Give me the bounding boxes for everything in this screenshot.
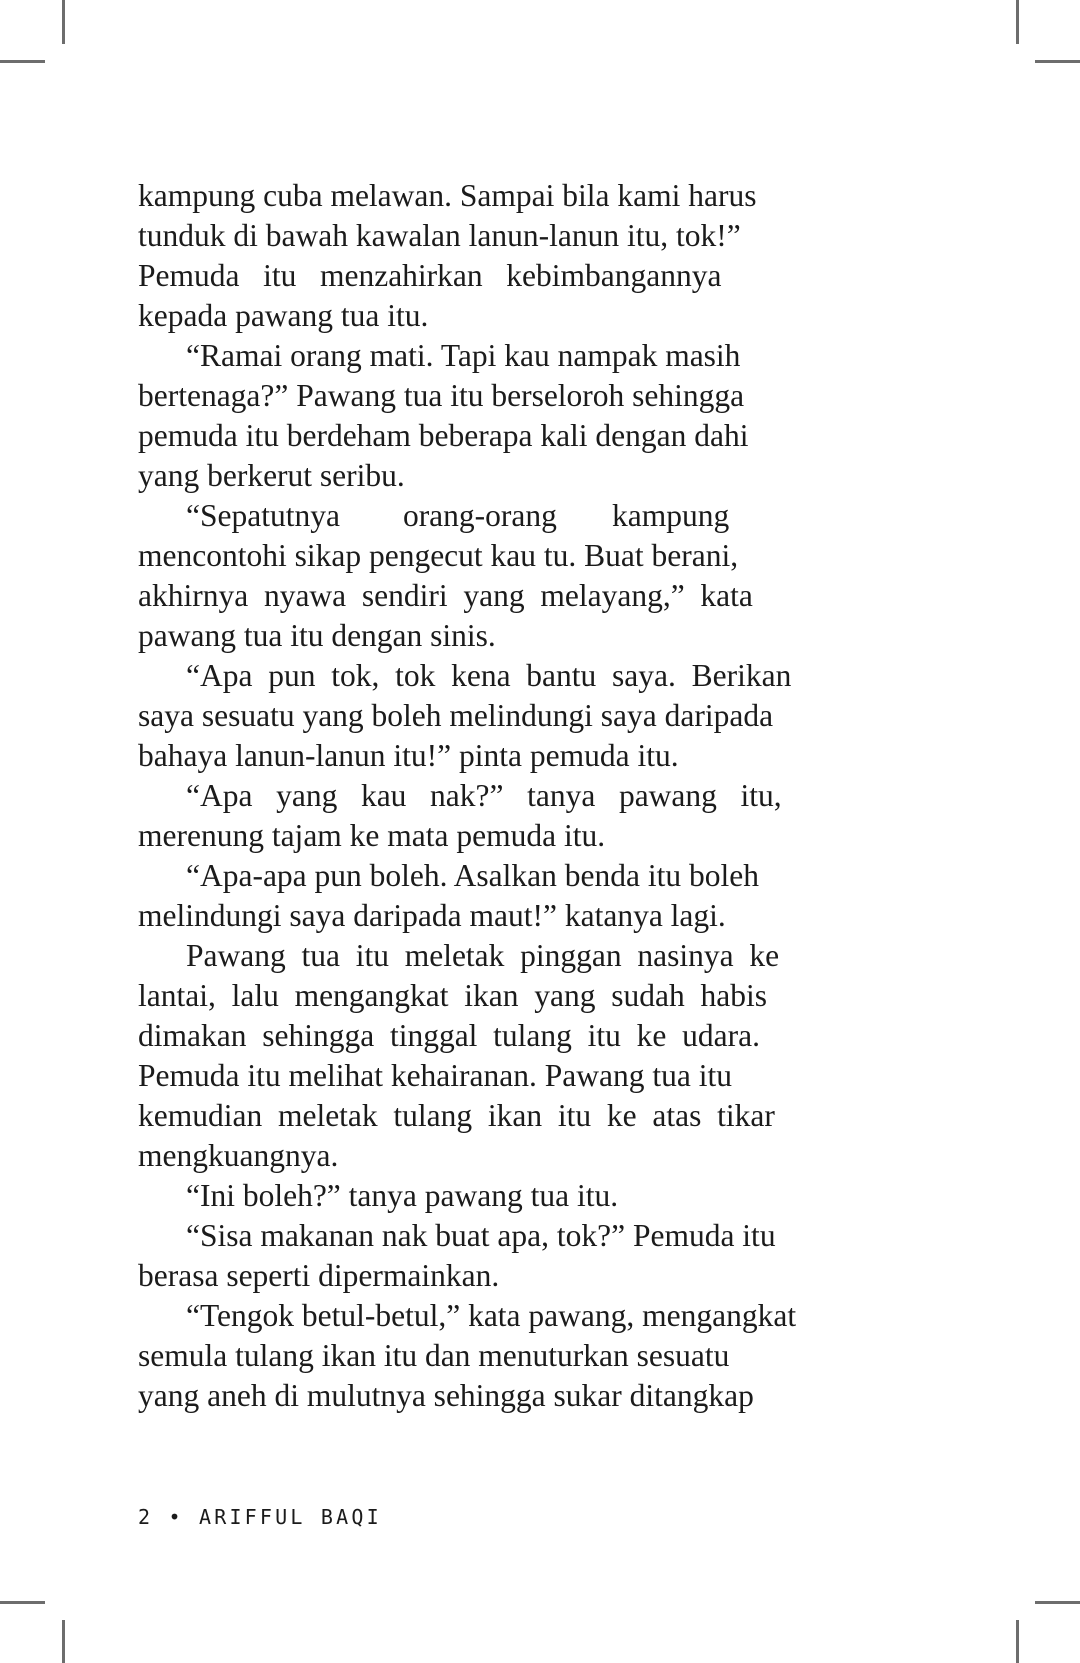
text-line: tunduk di bawah kawalan lanun-lanun itu, tok!”: [138, 218, 741, 253]
text-line: “Sisa makanan nak buat apa, tok?” Pemuda itu: [186, 1218, 776, 1253]
text-line: saya sesuatu yang boleh melindungi saya daripada: [138, 698, 774, 733]
running-footer: 2 • ARIFFUL BAQI: [138, 1505, 382, 1529]
text-line: bahaya lanun-lanun itu!” pinta pemuda itu.: [138, 738, 679, 773]
paragraph: [138, 496, 838, 656]
paragraph: [138, 336, 838, 496]
paragraph: [138, 936, 838, 1176]
text-line: yang aneh di mulutnya sehingga sukar ditangkap: [138, 1378, 754, 1413]
paragraph: [138, 1216, 838, 1296]
text-line: Pemuda itu melihat kehairanan. Pawang tua itu: [138, 1058, 732, 1093]
text-line: “Ramai orang mati. Tapi kau nampak masih: [186, 338, 741, 373]
text-line: “Apa yang kau nak?” tanya pawang itu,: [186, 778, 782, 813]
text-line: mengkuangnya.: [138, 1138, 339, 1173]
text-line: “Tengok betul-betul,” kata pawang, mengangkat: [186, 1298, 797, 1333]
text-line: akhirnya nyawa sendiri yang melayang,” kata: [138, 578, 753, 613]
crop-mark-top-right-vertical: [1016, 0, 1019, 44]
paragraph: [138, 656, 838, 776]
text-line: Pawang tua itu meletak pinggan nasinya ke: [186, 938, 780, 973]
text-line: pemuda itu berdeham beberapa kali dengan dahi: [138, 418, 749, 453]
text-line: “Apa pun tok, tok kena bantu saya. Berikan: [186, 658, 792, 693]
text-line: kemudian meletak tulang ikan itu ke atas tikar: [138, 1098, 775, 1133]
text-line: mencontohi sikap pengecut kau tu. Buat berani,: [138, 538, 739, 573]
crop-mark-top-left-horizontal: [0, 60, 45, 63]
paragraph: [138, 1296, 838, 1416]
text-line: “Ini boleh?” tanya pawang tua itu.: [186, 1178, 619, 1213]
paragraph: [138, 856, 838, 936]
text-line: merenung tajam ke mata pemuda itu.: [138, 818, 606, 853]
paragraph: [138, 176, 838, 336]
text-line: kampung cuba melawan. Sampai bila kami harus: [138, 178, 757, 213]
text-line: “Apa-apa pun boleh. Asalkan benda itu boleh: [186, 858, 759, 893]
body-text-column: [138, 176, 838, 1416]
text-line: Pemuda itu menzahirkan kebimbangannya: [138, 258, 722, 293]
text-line: kepada pawang tua itu.: [138, 298, 429, 333]
paragraph: [138, 1176, 838, 1216]
text-line: pawang tua itu dengan sinis.: [138, 618, 496, 653]
text-line: dimakan sehingga tinggal tulang itu ke udara.: [138, 1018, 760, 1053]
crop-mark-bottom-right-horizontal: [1035, 1601, 1080, 1604]
crop-mark-bottom-left-horizontal: [0, 1601, 45, 1604]
crop-mark-bottom-right-vertical: [1016, 1620, 1019, 1663]
paragraph: [138, 776, 838, 856]
text-line: yang berkerut seribu.: [138, 458, 405, 493]
crop-mark-top-right-horizontal: [1035, 60, 1080, 63]
crop-mark-top-left-vertical: [62, 0, 65, 44]
crop-mark-bottom-left-vertical: [62, 1620, 65, 1663]
text-line: berasa seperti dipermainkan.: [138, 1258, 500, 1293]
text-line: lantai, lalu mengangkat ikan yang sudah habis: [138, 978, 767, 1013]
text-line: “Sepatutnya orang-orang kampung: [186, 498, 730, 533]
text-line: bertenaga?” Pawang tua itu berseloroh sehingga: [138, 378, 745, 413]
text-line: semula tulang ikan itu dan menuturkan sesuatu: [138, 1338, 730, 1373]
text-line: melindungi saya daripada maut!” katanya lagi.: [138, 898, 726, 933]
